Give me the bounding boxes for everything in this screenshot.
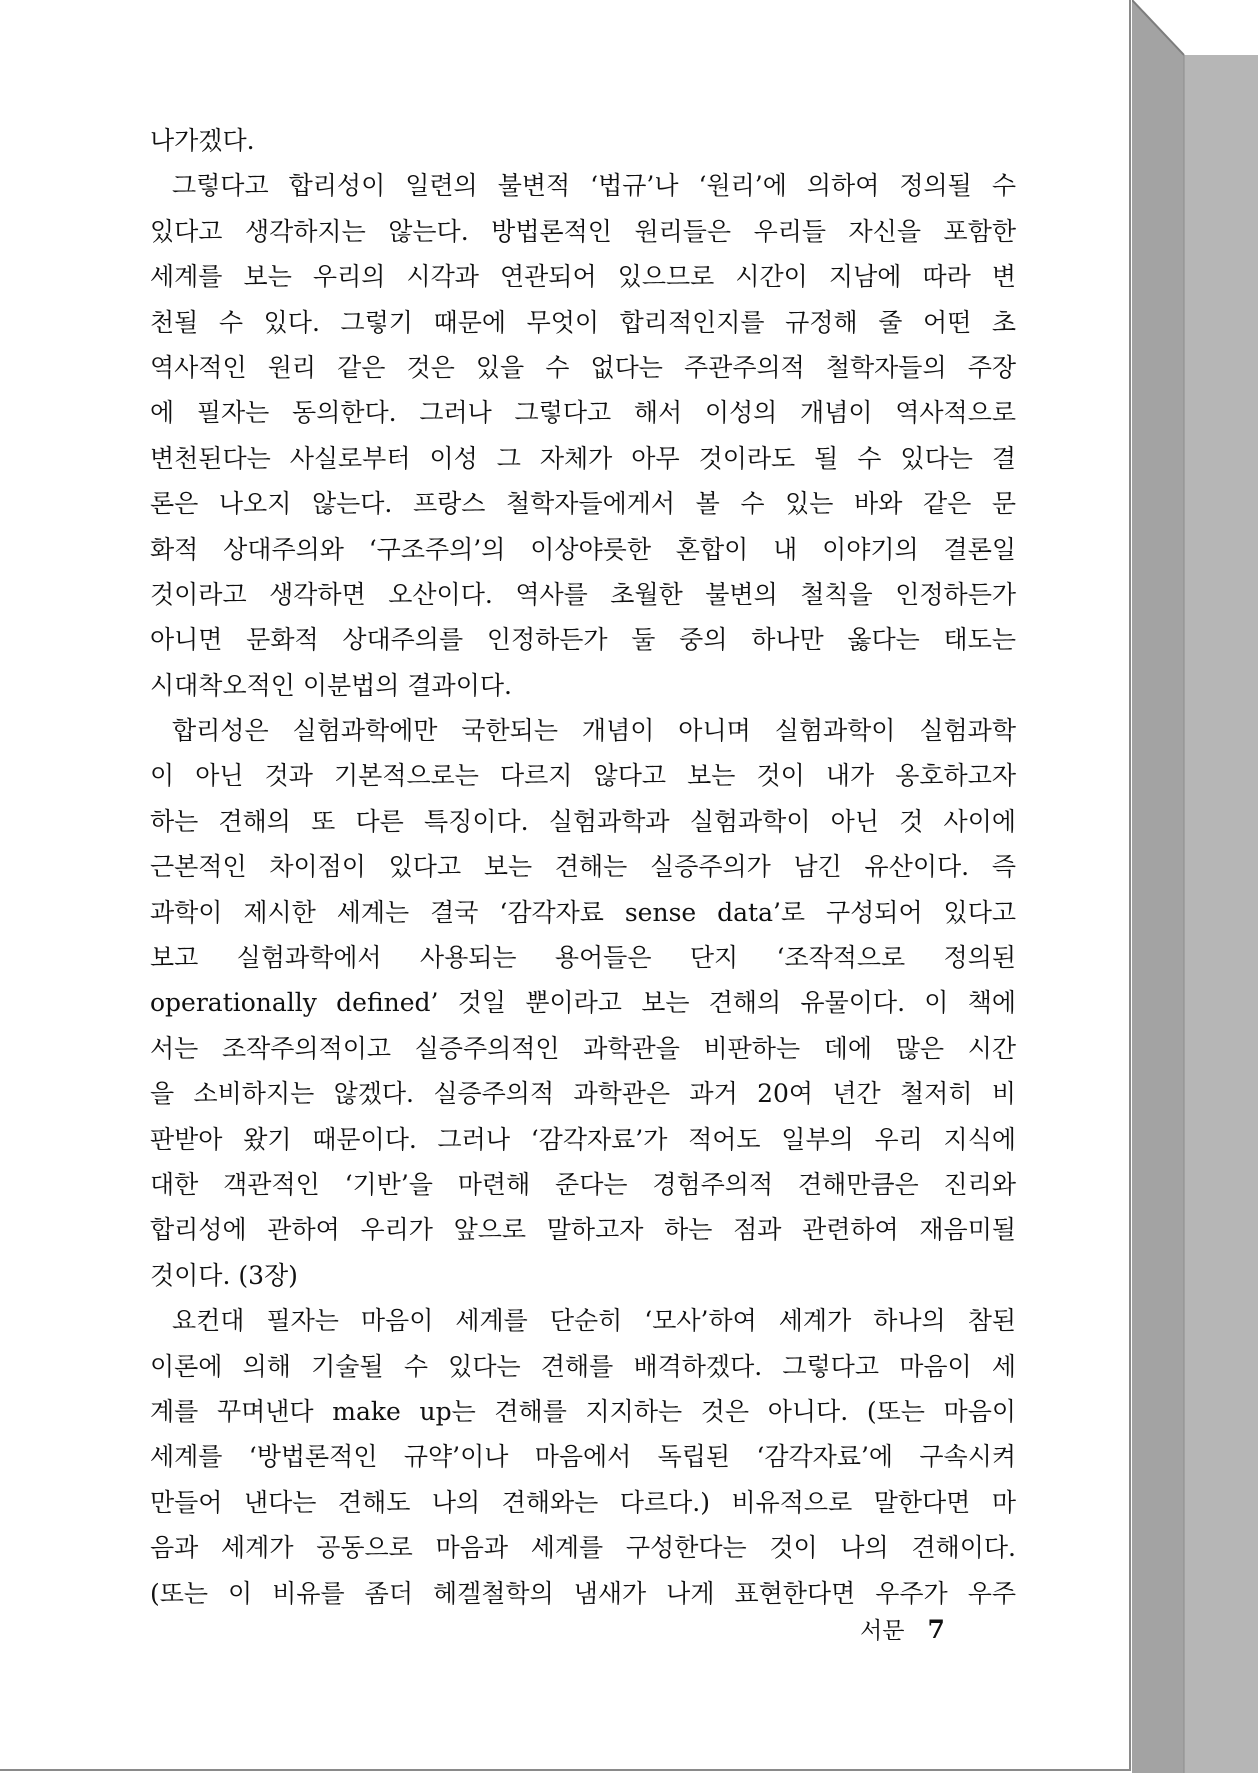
text-line: 에 필자는 동의한다. 그러나 그렇다고 해서 이성의 개념이 역사적으로: [150, 398, 1016, 428]
text-line: 있다고 생각하지는 않는다. 방법론적인 원리들은 우리들 자신을 포함한: [150, 216, 1016, 246]
text-line: operationally defined’ 것일 뿐이라고 보는 견해의 유물이다. 이 책에: [150, 988, 1016, 1018]
text-line: 이론에 의해 기술될 수 있다는 견해를 배격하겠다. 그렇다고 마음이 세: [150, 1351, 1016, 1381]
text-line: 보고 실험과학에서 사용되는 용어들은 단지 ‘조작적으로 정의된: [150, 943, 1016, 973]
text-line: 하는 견해의 또 다른 특징이다. 실험과학과 실험과학이 아닌 것 사이에: [150, 806, 1016, 836]
page-number: 7: [927, 1615, 945, 1644]
text-line: 서는 조작주의적이고 실증주의적인 과학관을 비판하는 데에 많은 시간: [150, 1033, 1016, 1063]
text-line: 천될 수 있다. 그렇기 때문에 무엇이 합리적인지를 규정해 줄 어떤 초: [150, 307, 1016, 337]
book-spine-edge: [1132, 0, 1258, 1773]
text-line: (또는 이 비유를 좀더 헤겔철학의 냄새가 나게 표현한다면 우주가 우주: [150, 1578, 1016, 1608]
text-line: 세계를 ‘방법론적인 규약’이나 마음에서 독립된 ‘감각자료’에 구속시켜: [150, 1442, 1016, 1472]
text-line: 것이라고 생각하면 오산이다. 역사를 초월한 불변의 철칙을 인정하든가: [150, 579, 1016, 609]
text-line: 대한 객관적인 ‘기반’을 마련해 준다는 경험주의적 견해만큼은 진리와: [150, 1169, 1016, 1199]
text-line: 그렇다고 합리성이 일련의 불변적 ‘법규’나 ‘원리’에 의하여 정의될 수: [172, 171, 1016, 201]
text-line: 아니면 문화적 상대주의를 인정하든가 둘 중의 하나만 옳다는 태도는: [150, 625, 1016, 655]
text-line: 변천된다는 사실로부터 이성 그 자체가 아무 것이라도 될 수 있다는 결: [150, 443, 1016, 473]
text-line: 을 소비하지는 않겠다. 실증주의적 과학관은 과거 20여 년간 철저히 비: [150, 1079, 1016, 1109]
text-line: 음과 세계가 공동으로 마음과 세계를 구성한다는 것이 나의 견해이다.: [150, 1533, 1016, 1563]
text-line: 이 아닌 것과 기본적으로는 다르지 않다고 보는 것이 내가 옹호하고자: [150, 761, 1016, 791]
text-line: 만들어 낸다는 견해도 나의 견해와는 다르다.) 비유적으로 말한다면 마: [150, 1487, 1016, 1517]
body-text: [150, 118, 1016, 1616]
text-line: 것이다. (3장): [150, 1260, 298, 1290]
text-line: 합리성에 관하여 우리가 앞으로 말하고자 하는 점과 관련하여 재음미될: [150, 1215, 1016, 1245]
running-head-section: 서문: [860, 1618, 905, 1644]
text-line: 세계를 보는 우리의 시각과 연관되어 있으므로 시간이 지남에 따라 변: [150, 262, 1016, 292]
text-line: 화적 상대주의와 ‘구조주의’의 이상야릇한 혼합이 내 이야기의 결론일: [150, 534, 1016, 564]
text-line: 합리성은 실험과학에만 국한되는 개념이 아니며 실험과학이 실험과학: [172, 716, 1016, 746]
text-line: 판받아 왔기 때문이다. 그러나 ‘감각자료’가 적어도 일부의 우리 지식에: [150, 1124, 1016, 1154]
book-edge-inner: [1132, 0, 1184, 1773]
text-line: 요컨대 필자는 마음이 세계를 단순히 ‘모사’하여 세계가 하나의 참된: [172, 1306, 1016, 1336]
page-footer: [860, 1612, 1000, 1645]
text-line: 계를 꾸며낸다 make up는 견해를 지지하는 것은 아니다. (또는 마음이: [150, 1396, 1016, 1426]
text-line: 론은 나오지 않는다. 프랑스 철학자들에게서 볼 수 있는 바와 같은 문: [150, 489, 1016, 519]
text-line: 역사적인 원리 같은 것은 있을 수 없다는 주관주의적 철학자들의 주장: [150, 352, 1016, 382]
text-line: 시대착오적인 이분법의 결과이다.: [150, 670, 512, 700]
book-edge-shape: [1132, 0, 1258, 1773]
text-line: 나가겠다.: [150, 126, 255, 155]
text-line: 과학이 제시한 세계는 결국 ‘감각자료 sense data’로 구성되어 있다고: [150, 897, 1016, 927]
book-edge-outer: [1184, 55, 1258, 1773]
text-line: 근본적인 차이점이 있다고 보는 견해는 실증주의가 남긴 유산이다. 즉: [150, 852, 1016, 882]
